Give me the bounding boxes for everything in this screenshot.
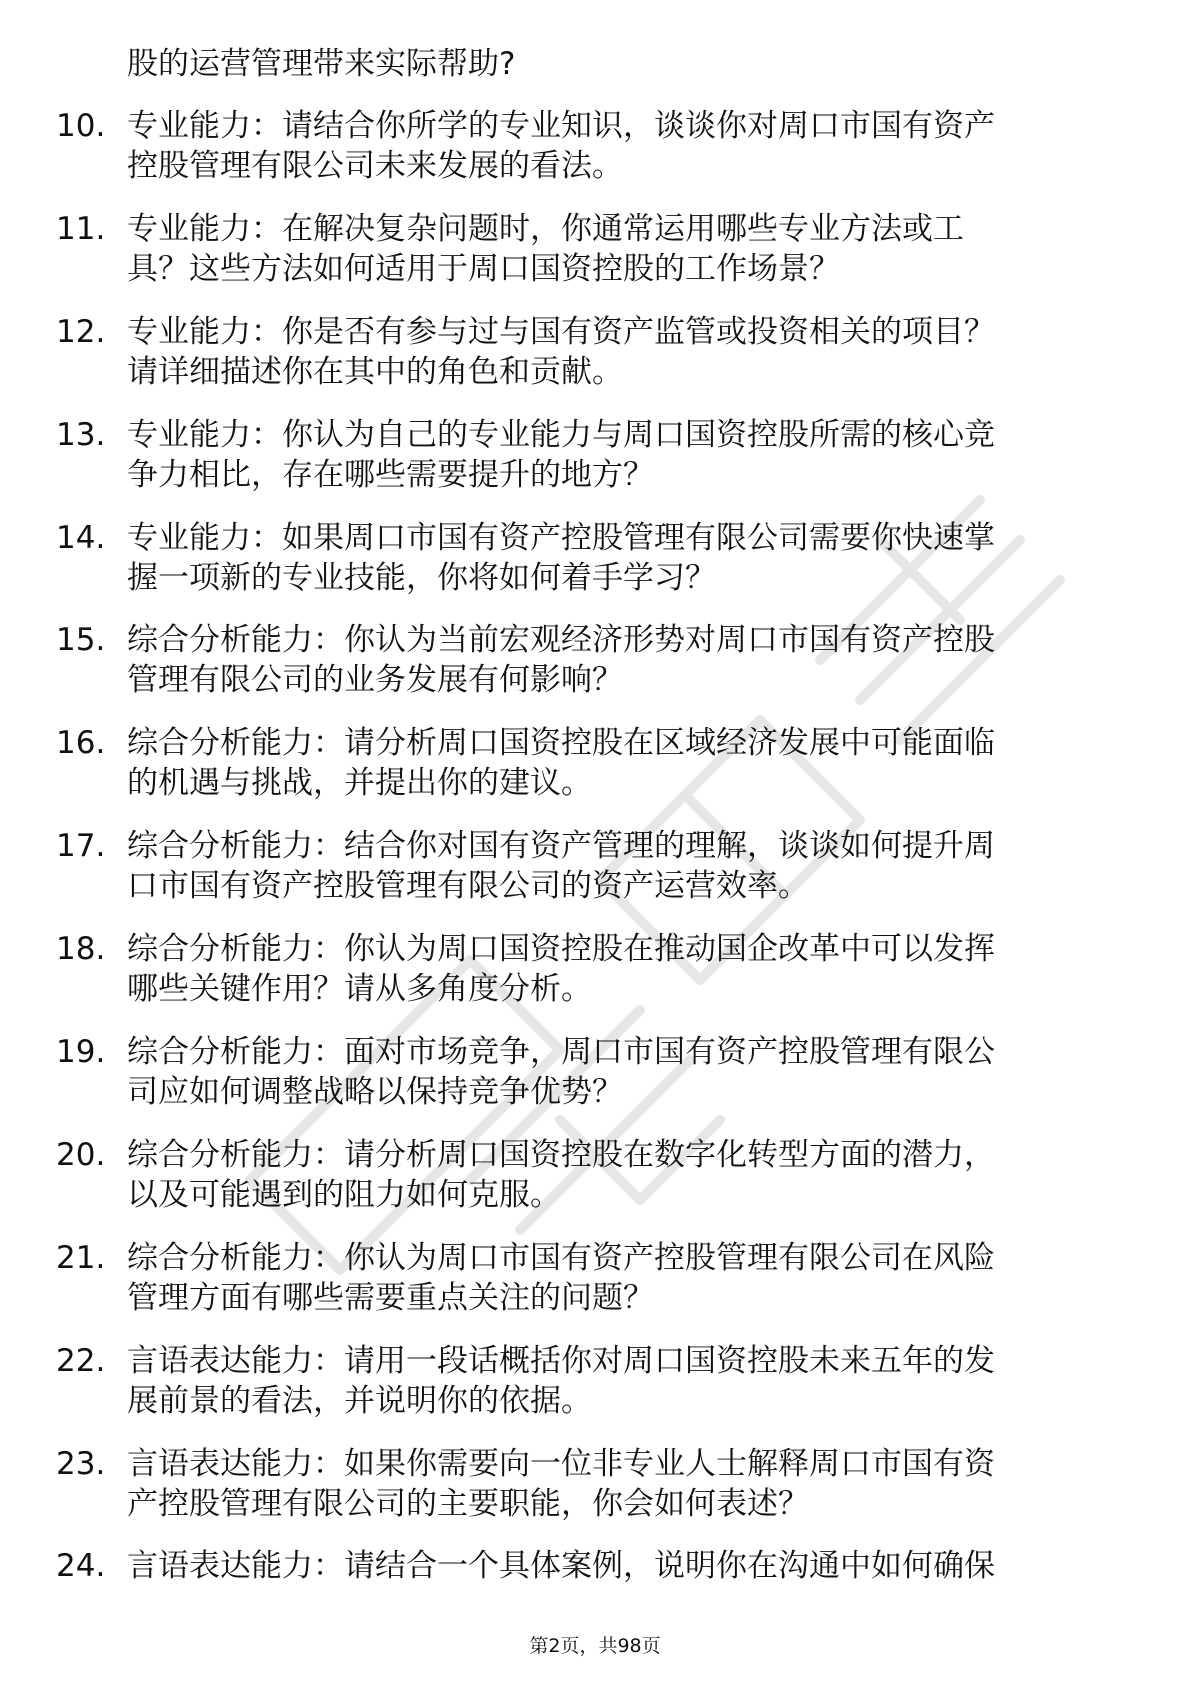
question-line: 综合分析能力：结合你对国有资产管理的理解，谈谈如何提升周 <box>127 828 995 865</box>
question-item <box>0 723 1190 803</box>
question-list <box>0 106 1190 1649</box>
question-number: 10. <box>56 108 106 144</box>
question-item <box>0 620 1190 700</box>
question-number: 21. <box>56 1239 106 1276</box>
question-number: 12. <box>56 313 106 350</box>
question-line: 控股管理有限公司未来发展的看法。 <box>127 148 623 184</box>
question-line: 管理有限公司的业务发展有何影响？ <box>127 662 623 699</box>
question-line: 司应如何调整战略以保持竞争优势？ <box>127 1074 623 1111</box>
page-footer: 第2页，共98页 <box>529 1635 661 1657</box>
continuation-text: 股的运营管理带来实际帮助? <box>127 46 516 82</box>
question-line: 综合分析能力：你认为当前宏观经济形势对周口市国有资产控股 <box>127 622 995 659</box>
question-line: 综合分析能力：面对市场竞争，周口市国有资产控股管理有限公 <box>127 1034 995 1071</box>
question-text <box>127 1238 1117 1318</box>
question-item <box>0 1135 1190 1215</box>
question-number: 14. <box>56 519 106 556</box>
question-text <box>127 415 1117 495</box>
question-number: 16. <box>56 725 106 762</box>
question-text <box>127 620 1117 700</box>
question-text <box>127 1341 1117 1421</box>
question-text <box>127 1546 1117 1586</box>
question-text <box>127 1444 1117 1524</box>
question-number: 22. <box>56 1342 106 1379</box>
question-line: 握一项新的专业技能，你将如何着手学习？ <box>127 559 716 596</box>
question-item <box>0 1032 1190 1112</box>
question-number: 17. <box>56 828 106 865</box>
question-text <box>127 1135 1117 1215</box>
question-number: 19. <box>56 1034 106 1071</box>
question-item <box>0 312 1190 392</box>
question-line: 专业能力：请结合你所学的专业知识，谈谈你对周口市国有资产 <box>127 108 995 144</box>
question-line: 综合分析能力：你认为周口国资控股在推动国企改革中可以发挥 <box>127 931 995 968</box>
question-text <box>127 312 1117 392</box>
question-number: 23. <box>56 1445 106 1482</box>
question-item <box>0 518 1190 598</box>
question-line: 的机遇与挑战，并提出你的建议。 <box>127 765 592 802</box>
question-text <box>127 209 1117 289</box>
question-text <box>127 106 1117 186</box>
question-line: 专业能力：在解决复杂问题时，你通常运用哪些专业方法或工 <box>127 210 964 247</box>
question-number: 11. <box>56 210 106 247</box>
question-line: 言语表达能力：请结合一个具体案例，说明你在沟通中如何确保 <box>127 1548 995 1585</box>
question-line: 产控股管理有限公司的主要职能，你会如何表述？ <box>127 1485 809 1522</box>
question-line: 哪些关键作用？请从多角度分析。 <box>127 971 592 1008</box>
question-line: 争力相比，存在哪些需要提升的地方？ <box>127 456 654 493</box>
question-line: 言语表达能力：如果你需要向一位非专业人士解释周口市国有资 <box>127 1445 995 1482</box>
question-line: 综合分析能力：请分析周口国资控股在区域经济发展中可能面临 <box>127 725 995 762</box>
question-line: 言语表达能力：请用一段话概括你对周口国资控股未来五年的发 <box>127 1342 995 1379</box>
question-line: 专业能力：如果周口市国有资产控股管理有限公司需要你快速掌 <box>127 519 995 556</box>
question-text <box>127 723 1117 803</box>
question-line: 专业能力：你是否有参与过与国有资产监管或投资相关的项目？ <box>127 313 995 350</box>
question-number: 20. <box>56 1136 106 1173</box>
question-line: 专业能力：你认为自己的专业能力与周口国资控股所需的核心竞 <box>127 416 995 453</box>
question-number: 15. <box>56 622 106 659</box>
question-line: 以及可能遇到的阻力如何克服。 <box>127 1176 561 1213</box>
question-item <box>0 209 1190 289</box>
question-number: 24. <box>56 1548 106 1585</box>
question-line: 综合分析能力：你认为周口市国有资产控股管理有限公司在风险 <box>127 1239 995 1276</box>
question-line: 口市国有资产控股管理有限公司的资产运营效率。 <box>127 868 809 905</box>
question-item <box>0 1546 1190 1626</box>
question-item <box>0 1238 1190 1318</box>
question-item <box>0 929 1190 1009</box>
question-item <box>0 106 1190 186</box>
question-line: 综合分析能力：请分析周口国资控股在数字化转型方面的潜力， <box>127 1136 995 1173</box>
question-line: 具？这些方法如何适用于周口国资控股的工作场景？ <box>127 250 840 287</box>
question-item <box>0 826 1190 906</box>
question-item <box>0 1444 1190 1524</box>
question-text <box>127 518 1117 598</box>
question-number: 18. <box>56 931 106 968</box>
question-item <box>0 1341 1190 1421</box>
question-text <box>127 1032 1117 1112</box>
question-item <box>0 415 1190 495</box>
question-text <box>127 929 1117 1009</box>
question-line: 管理方面有哪些需要重点关注的问题？ <box>127 1279 654 1316</box>
question-number: 13. <box>56 416 106 453</box>
question-line: 展前景的看法，并说明你的依据。 <box>127 1382 592 1419</box>
question-line: 请详细描述你在其中的角色和贡献。 <box>127 353 623 390</box>
question-text <box>127 826 1117 906</box>
